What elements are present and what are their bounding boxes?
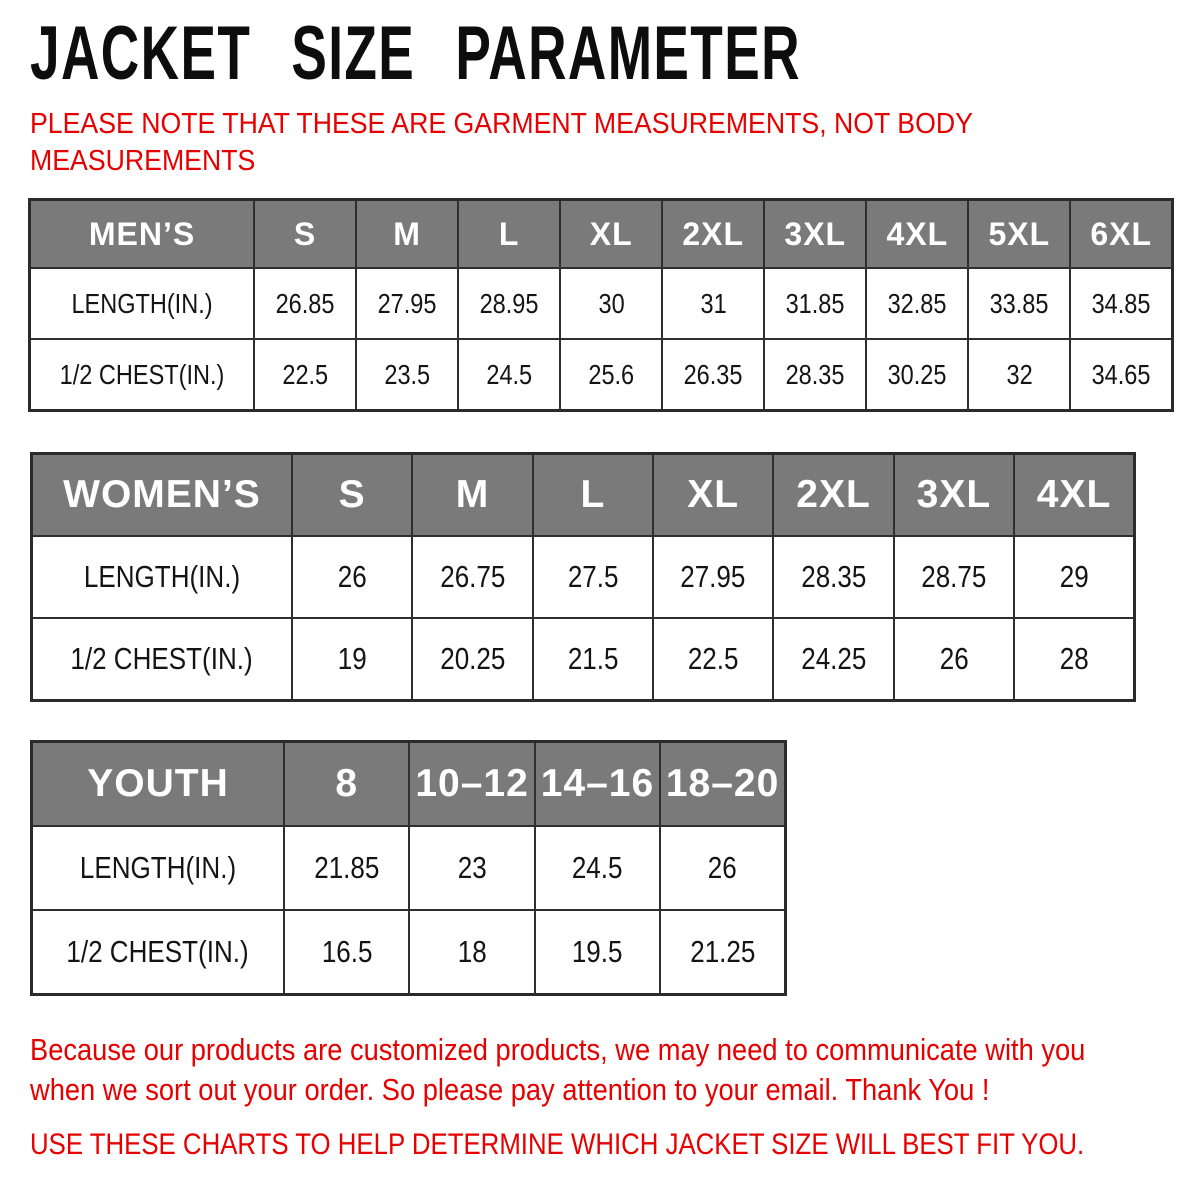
measurement-value: 28.35 (800, 559, 867, 594)
womens-size-table (30, 452, 1136, 702)
measurement-value: 19 (337, 641, 367, 676)
measurement-value: 26.85 (275, 287, 335, 319)
mens-size-header: 6XL (1070, 200, 1172, 269)
mens-size-header: 2XL (662, 200, 764, 269)
measurement-value: 19.5 (572, 934, 623, 969)
measurement-value: 28.35 (785, 358, 845, 390)
measurement-value-cell (292, 618, 412, 701)
mens-size-header: 3XL (764, 200, 866, 269)
womens-header-row (32, 454, 1135, 537)
measurement-value-cell (773, 536, 893, 618)
womens-data-row (32, 536, 1135, 618)
measurement-value: 28.95 (479, 287, 539, 319)
measurement-value-cell (412, 536, 532, 618)
youth-table-title: YOUTH (32, 742, 285, 827)
measurement-value: 22.5 (282, 358, 328, 390)
measurement-value-cell (662, 339, 764, 411)
measurement-value-cell (292, 536, 412, 618)
womens-size-header: S (292, 454, 412, 537)
row-label (32, 910, 285, 995)
note-line-2: MEASUREMENTS (30, 145, 256, 177)
garment-measurement-note (30, 106, 1055, 180)
womens-size-header: XL (653, 454, 773, 537)
measurement-value: 24.5 (572, 850, 623, 885)
measurement-value-cell (1070, 268, 1172, 339)
mens-size-header: L (458, 200, 560, 269)
measurement-value-cell (533, 618, 653, 701)
measurement-value-cell (560, 268, 662, 339)
womens-data-row (32, 618, 1135, 701)
row-label-text: 1/2 CHEST(IN.) (59, 358, 225, 390)
measurement-value-cell (773, 618, 893, 701)
row-label (30, 339, 255, 411)
measurement-value-cell (535, 826, 660, 910)
womens-size-header: L (533, 454, 653, 537)
measurement-value-cell (409, 826, 534, 910)
measurement-value: 23 (457, 850, 487, 885)
measurement-value: 25.6 (588, 358, 635, 390)
womens-size-header: 2XL (773, 454, 893, 537)
customization-notice-line-2: when we sort out your order. So please pay attention to your email. Thank You ! (30, 1072, 990, 1107)
measurement-value-cell (409, 910, 534, 995)
measurement-value: 28.75 (921, 559, 987, 594)
youth-size-table (30, 740, 787, 996)
measurement-value: 34.65 (1091, 358, 1151, 390)
measurement-value: 24.25 (800, 641, 867, 676)
womens-table-title: WOMEN’S (32, 454, 293, 537)
measurement-value: 21.25 (689, 934, 756, 969)
measurement-value-cell (458, 268, 560, 339)
measurement-value: 23.5 (384, 358, 430, 390)
measurement-value-cell (412, 618, 532, 701)
youth-data-row (32, 826, 786, 910)
measurement-value-cell (968, 339, 1070, 411)
measurement-value: 28 (1059, 641, 1089, 676)
measurement-value: 30.25 (887, 358, 947, 390)
measurement-value: 33.85 (989, 287, 1049, 319)
note-line-1: PLEASE NOTE THAT THESE ARE GARMENT MEASUREMENTS, NOT BODY (30, 108, 973, 140)
row-label-text: LENGTH(IN.) (83, 559, 241, 594)
measurement-value: 27.5 (567, 559, 619, 594)
mens-size-header: XL (560, 200, 662, 269)
measurement-value: 21.5 (567, 641, 619, 676)
row-label (30, 268, 255, 339)
mens-size-header: 4XL (866, 200, 968, 269)
customization-notice (30, 1030, 1200, 1110)
youth-size-header: 10–12 (409, 742, 534, 827)
measurement-value: 32.85 (887, 287, 947, 319)
measurement-value-cell (458, 339, 560, 411)
youth-size-header: 14–16 (535, 742, 660, 827)
measurement-value-cell (866, 339, 968, 411)
measurement-value-cell (533, 536, 653, 618)
chart-usage-note: USE THESE CHARTS TO HELP DETERMINE WHICH JACKET SIZE WILL BEST FIT YOU. (30, 1128, 1085, 1161)
mens-size-header: M (356, 200, 458, 269)
measurement-value-cell (662, 268, 764, 339)
measurement-value: 24.5 (486, 358, 532, 390)
measurement-value: 26 (939, 641, 969, 676)
customization-notice-line-1: Because our products are customized products, we may need to communicate with you (30, 1032, 1086, 1067)
measurement-value: 22.5 (687, 641, 739, 676)
mens-table-title: MEN’S (30, 200, 255, 269)
measurement-value-cell (254, 268, 356, 339)
measurement-value-cell (653, 536, 773, 618)
measurement-value-cell (764, 339, 866, 411)
mens-data-row (30, 268, 1173, 339)
measurement-value-cell (356, 339, 458, 411)
measurement-value-cell (284, 910, 409, 995)
womens-size-header: 4XL (1014, 454, 1134, 537)
measurement-value: 31.85 (785, 287, 845, 319)
measurement-value-cell (894, 536, 1014, 618)
measurement-value-cell (1070, 339, 1172, 411)
measurement-value-cell (653, 618, 773, 701)
measurement-value: 26 (708, 850, 738, 885)
measurement-value: 27.95 (680, 559, 746, 594)
mens-data-row (30, 339, 1173, 411)
row-label-text: 1/2 CHEST(IN.) (70, 641, 254, 676)
mens-size-header: 5XL (968, 200, 1070, 269)
measurement-value: 29 (1059, 559, 1089, 594)
row-label (32, 826, 285, 910)
measurement-value: 26.75 (439, 559, 506, 594)
measurement-value: 27.95 (377, 287, 437, 319)
measurement-value: 16.5 (321, 934, 373, 969)
row-label-text: 1/2 CHEST(IN.) (66, 934, 250, 969)
youth-header-row (32, 742, 786, 827)
measurement-value-cell (660, 910, 785, 995)
mens-size-header: S (254, 200, 356, 269)
measurement-value: 21.85 (314, 850, 380, 885)
measurement-value: 26 (337, 559, 367, 594)
row-label-text: LENGTH(IN.) (79, 850, 237, 885)
measurement-value: 34.85 (1091, 287, 1151, 319)
measurement-value-cell (866, 268, 968, 339)
measurement-value-cell (560, 339, 662, 411)
measurement-value-cell (660, 826, 785, 910)
measurement-value-cell (356, 268, 458, 339)
measurement-value: 31 (700, 287, 727, 319)
mens-size-table (28, 198, 1174, 412)
measurement-value-cell (535, 910, 660, 995)
measurement-value: 20.25 (439, 641, 506, 676)
womens-size-header: 3XL (894, 454, 1014, 537)
row-label-text: LENGTH(IN.) (71, 287, 213, 319)
row-label (32, 536, 293, 618)
measurement-value: 30 (598, 287, 625, 319)
measurement-value-cell (284, 826, 409, 910)
youth-size-header: 8 (284, 742, 409, 827)
youth-size-header: 18–20 (660, 742, 785, 827)
measurement-value-cell (764, 268, 866, 339)
measurement-value-cell (254, 339, 356, 411)
measurement-value-cell (894, 618, 1014, 701)
row-label (32, 618, 293, 701)
measurement-value: 26.35 (683, 358, 743, 390)
mens-header-row (30, 200, 1173, 269)
measurement-value-cell (968, 268, 1070, 339)
measurement-value: 32 (1006, 358, 1033, 390)
measurement-value-cell (1014, 536, 1134, 618)
measurement-value-cell (1014, 618, 1134, 701)
page-title: JACKET SIZE PARAMETER (30, 11, 801, 96)
womens-size-header: M (412, 454, 532, 537)
youth-data-row (32, 910, 786, 995)
measurement-value: 18 (457, 934, 487, 969)
